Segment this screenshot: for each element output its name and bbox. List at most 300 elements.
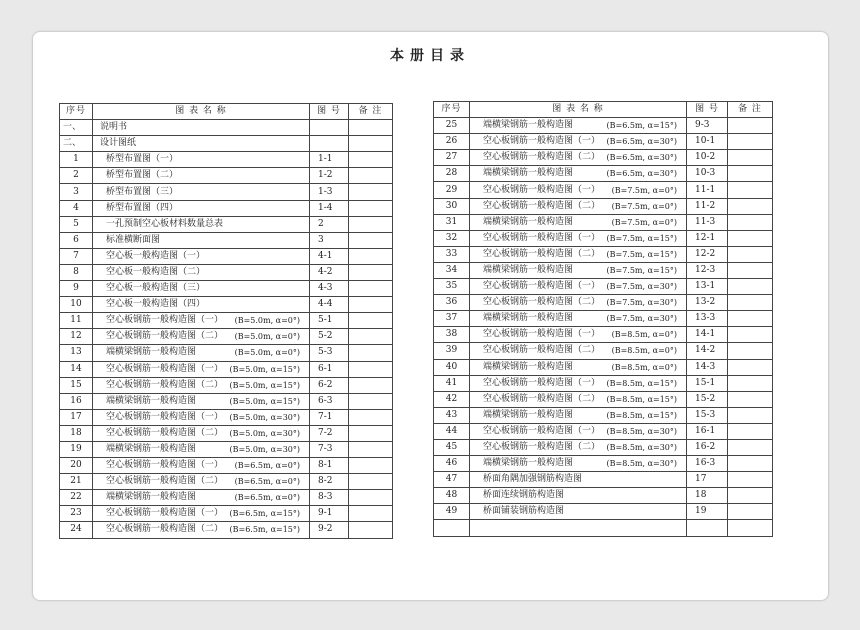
drawing-parameters: (B=8.5m, α=30°) — [606, 459, 677, 469]
row-name-cell — [470, 439, 687, 455]
drawing-parameters — [677, 472, 683, 487]
remark-cell — [728, 134, 773, 150]
drawing-number: 7-1 — [310, 409, 349, 425]
drawing-parameters: (B=6.5m, α=0°) — [234, 461, 300, 471]
drawing-title: 说明书 — [100, 122, 128, 133]
drawing-title: 空心板钢筋一般构造图（二） — [483, 248, 601, 259]
row-name-cell — [93, 458, 310, 474]
drawing-title: 桥型布置图（一） — [106, 154, 179, 165]
table-header-row — [434, 102, 773, 118]
remark-cell — [349, 425, 393, 441]
table-row — [60, 441, 393, 457]
table-row — [434, 230, 773, 246]
drawing-number: 9-2 — [310, 522, 349, 538]
row-name-cell — [93, 522, 310, 538]
drawing-number: 14-3 — [687, 359, 728, 375]
drawing-parameters: (B=7.5m, α=30°) — [606, 314, 677, 324]
table-row — [60, 425, 393, 441]
row-number: 40 — [434, 359, 470, 375]
drawing-title: 空心板钢筋一般构造图（二） — [483, 345, 601, 356]
remark-cell — [349, 297, 393, 313]
drawing-parameters — [300, 168, 306, 183]
remark-cell — [349, 152, 393, 168]
row-name-cell — [93, 474, 310, 490]
table-row — [60, 168, 393, 184]
drawing-title: 空心板钢筋一般构造图（一） — [483, 136, 601, 147]
toc-right-body — [434, 118, 773, 536]
drawing-number — [310, 120, 349, 136]
drawing-number: 11-3 — [687, 214, 728, 230]
row-number: 34 — [434, 262, 470, 278]
drawing-title: 端横梁钢筋一般构造图 — [483, 168, 574, 179]
row-number: 41 — [434, 375, 470, 391]
drawing-parameters — [300, 249, 306, 264]
remark-cell — [728, 423, 773, 439]
drawing-parameters: (B=5.0m, α=15°) — [229, 396, 300, 406]
row-number: 49 — [434, 504, 470, 520]
drawing-title: 端横梁钢筋一般构造图 — [483, 361, 574, 372]
table-row — [434, 198, 773, 214]
row-name-cell — [470, 311, 687, 327]
drawing-parameters: (B=5.0m, α=0°) — [234, 332, 300, 342]
row-number: 48 — [434, 488, 470, 504]
drawing-parameters — [300, 281, 306, 296]
row-number: 36 — [434, 295, 470, 311]
drawing-title: 空心板钢筋一般构造图（二） — [106, 331, 224, 342]
drawing-number: 5-3 — [310, 345, 349, 361]
remark-cell — [728, 262, 773, 278]
remark-cell — [349, 506, 393, 522]
row-number: 46 — [434, 456, 470, 472]
remark-cell — [728, 166, 773, 182]
drawing-number: 13-1 — [687, 279, 728, 295]
remark-cell — [349, 184, 393, 200]
row-number: 39 — [434, 343, 470, 359]
drawing-parameters: (B=6.5m, α=0°) — [234, 477, 300, 487]
page-title: 本册目录 — [390, 48, 470, 64]
drawing-number: 6-3 — [310, 393, 349, 409]
drawing-title: 端横梁钢筋一般构造图 — [483, 120, 574, 131]
drawing-title: 空心板钢筋一般构造图（二） — [106, 379, 224, 390]
row-name-cell — [93, 248, 310, 264]
row-number: 5 — [60, 216, 93, 232]
remark-cell — [728, 456, 773, 472]
remark-cell — [728, 118, 773, 134]
remark-cell — [349, 409, 393, 425]
remark-cell — [349, 393, 393, 409]
drawing-title: 空心板钢筋一般构造图（一） — [483, 329, 601, 340]
row-name-cell — [470, 214, 687, 230]
drawing-title: 空心板钢筋一般构造图（二） — [483, 393, 601, 404]
drawing-number: 11-1 — [687, 182, 728, 198]
row-number: 1 — [60, 152, 93, 168]
drawing-number: 11-2 — [687, 198, 728, 214]
drawing-number: 6-2 — [310, 377, 349, 393]
row-number: 17 — [60, 409, 93, 425]
drawing-parameters: (B=8.5m, α=0°) — [611, 330, 677, 340]
drawing-number: 14-2 — [687, 343, 728, 359]
table-row — [434, 423, 773, 439]
table-row — [434, 504, 773, 520]
drawing-number: 10-2 — [687, 150, 728, 166]
drawing-number: 6-1 — [310, 361, 349, 377]
row-name-cell — [470, 407, 687, 423]
drawing-title: 端横梁钢筋一般构造图 — [106, 444, 197, 455]
row-name-cell — [93, 120, 310, 136]
drawing-number: 15-2 — [687, 391, 728, 407]
drawing-parameters: (B=5.0m, α=15°) — [229, 380, 300, 390]
row-number: 19 — [60, 441, 93, 457]
drawing-number: 1-3 — [310, 184, 349, 200]
drawing-parameters: (B=7.5m, α=15°) — [606, 233, 677, 243]
table-row — [60, 120, 393, 136]
table-row — [60, 216, 393, 232]
drawing-title: 空心板钢筋一般构造图（二） — [106, 524, 224, 535]
table-row — [434, 343, 773, 359]
remark-cell — [349, 120, 393, 136]
drawing-title: 空心板钢筋一般构造图（一） — [106, 411, 224, 422]
drawing-number: 13-3 — [687, 311, 728, 327]
drawing-number: 3 — [310, 232, 349, 248]
toc-table-left — [59, 103, 393, 539]
row-number: 4 — [60, 200, 93, 216]
row-number: 35 — [434, 279, 470, 295]
empty-cell — [687, 520, 728, 536]
remark-cell — [728, 198, 773, 214]
row-name-cell — [93, 409, 310, 425]
drawing-parameters — [677, 488, 683, 503]
remark-cell — [349, 522, 393, 538]
table-row — [434, 279, 773, 295]
row-name-cell — [470, 182, 687, 198]
row-name-cell — [93, 200, 310, 216]
table-row — [60, 409, 393, 425]
empty-row — [434, 520, 773, 536]
drawing-number: 17 — [687, 472, 728, 488]
remark-cell — [728, 311, 773, 327]
table-row — [60, 345, 393, 361]
row-number: 6 — [60, 232, 93, 248]
drawing-title: 空心板钢筋一般构造图（一） — [106, 363, 224, 374]
row-name-cell — [470, 456, 687, 472]
table-row — [434, 182, 773, 198]
table-row — [434, 488, 773, 504]
remark-cell — [349, 377, 393, 393]
drawing-number: 8-1 — [310, 458, 349, 474]
row-name-cell — [93, 393, 310, 409]
row-number: 27 — [434, 150, 470, 166]
remark-cell — [349, 281, 393, 297]
row-number: 21 — [60, 474, 93, 490]
drawing-parameters: (B=6.5m, α=15°) — [229, 509, 300, 519]
drawing-parameters: (B=5.0m, α=30°) — [229, 428, 300, 438]
drawing-parameters: (B=8.5m, α=15°) — [606, 410, 677, 420]
table-row — [434, 456, 773, 472]
drawing-title: 空心板钢筋一般构造图（二） — [483, 442, 601, 453]
row-number: 16 — [60, 393, 93, 409]
table-row — [434, 295, 773, 311]
row-name-cell — [93, 313, 310, 329]
drawing-number: 9-3 — [687, 118, 728, 134]
table-header-row — [60, 104, 393, 120]
remark-cell — [728, 504, 773, 520]
remark-cell — [349, 136, 393, 152]
remark-cell — [728, 472, 773, 488]
row-name-cell — [470, 246, 687, 262]
drawing-title: 空心板钢筋一般构造图（一） — [106, 315, 224, 326]
drawing-parameters: (B=8.5m, α=30°) — [606, 443, 677, 453]
table-row — [60, 136, 393, 152]
row-number: 45 — [434, 439, 470, 455]
drawing-number: 1-1 — [310, 152, 349, 168]
remark-cell — [728, 246, 773, 262]
drawing-parameters: (B=6.5m, α=15°) — [606, 121, 677, 131]
table-row — [60, 458, 393, 474]
drawing-number: 13-2 — [687, 295, 728, 311]
row-name-cell — [470, 423, 687, 439]
drawing-number: 4-4 — [310, 297, 349, 313]
row-name-cell — [93, 490, 310, 506]
drawing-title: 空心板一般构造图（四） — [106, 299, 206, 310]
remark-cell — [728, 230, 773, 246]
row-number: 9 — [60, 281, 93, 297]
remark-cell — [349, 345, 393, 361]
remark-cell — [728, 391, 773, 407]
drawing-number: 14-1 — [687, 327, 728, 343]
drawing-parameters: (B=7.5m, α=15°) — [606, 265, 677, 275]
drawing-parameters: (B=5.0m, α=0°) — [234, 348, 300, 358]
table-row — [434, 391, 773, 407]
row-number: 二、 — [60, 136, 93, 152]
drawing-title: 空心板钢筋一般构造图（一） — [483, 184, 601, 195]
drawing-parameters: (B=5.0m, α=0°) — [234, 316, 300, 326]
row-number: 12 — [60, 329, 93, 345]
remark-cell — [349, 313, 393, 329]
drawing-parameters: (B=8.5m, α=0°) — [611, 346, 677, 356]
remark-cell — [728, 214, 773, 230]
remark-cell — [728, 407, 773, 423]
drawing-parameters — [300, 152, 306, 167]
row-name-cell — [470, 472, 687, 488]
table-row — [60, 200, 393, 216]
remark-cell — [728, 182, 773, 198]
drawing-number: 7-3 — [310, 441, 349, 457]
row-number: 29 — [434, 182, 470, 198]
drawing-number: 10-3 — [687, 166, 728, 182]
table-row — [434, 311, 773, 327]
row-number: 13 — [60, 345, 93, 361]
drawing-number: 5-1 — [310, 313, 349, 329]
drawing-number — [310, 136, 349, 152]
drawing-title: 端横梁钢筋一般构造图 — [483, 458, 574, 469]
row-name-cell — [93, 216, 310, 232]
empty-cell — [470, 520, 687, 536]
table-row — [434, 439, 773, 455]
drawing-title: 端横梁钢筋一般构造图 — [106, 395, 197, 406]
drawing-parameters: (B=7.5m, α=30°) — [606, 282, 677, 292]
row-number: 11 — [60, 313, 93, 329]
row-number: 28 — [434, 166, 470, 182]
remark-cell — [349, 329, 393, 345]
drawing-parameters: (B=8.5m, α=15°) — [606, 394, 677, 404]
row-number: 3 — [60, 184, 93, 200]
drawing-title: 端横梁钢筋一般构造图 — [483, 216, 574, 227]
drawing-number: 18 — [687, 488, 728, 504]
remark-cell — [349, 490, 393, 506]
drawing-title: 空心板钢筋一般构造图（一） — [483, 232, 601, 243]
drawing-number: 4-1 — [310, 248, 349, 264]
row-number: 43 — [434, 407, 470, 423]
drawing-parameters: (B=6.5m, α=30°) — [606, 137, 677, 147]
table-row — [60, 184, 393, 200]
drawing-title: 桥面连续钢筋构造图 — [483, 490, 565, 501]
drawing-parameters — [300, 185, 306, 200]
table-row — [60, 329, 393, 345]
row-name-cell — [470, 504, 687, 520]
table-row — [60, 361, 393, 377]
drawing-title: 空心板一般构造图（一） — [106, 250, 206, 261]
table-row — [60, 152, 393, 168]
table-row — [434, 118, 773, 134]
drawing-number: 2 — [310, 216, 349, 232]
drawing-parameters: (B=7.5m, α=15°) — [606, 249, 677, 259]
drawing-number: 15-1 — [687, 375, 728, 391]
table-row — [434, 262, 773, 278]
drawing-parameters: (B=5.0m, α=15°) — [229, 364, 300, 374]
row-number: 30 — [434, 198, 470, 214]
row-name-cell — [470, 118, 687, 134]
table-row — [60, 248, 393, 264]
row-name-cell — [93, 297, 310, 313]
row-number: 一、 — [60, 120, 93, 136]
row-name-cell — [470, 343, 687, 359]
drawing-parameters: (B=8.5m, α=15°) — [606, 378, 677, 388]
table-row — [434, 246, 773, 262]
drawing-parameters: (B=6.5m, α=15°) — [229, 525, 300, 535]
drawing-title: 空心板钢筋一般构造图（二） — [106, 476, 224, 487]
drawing-parameters: (B=8.5m, α=30°) — [606, 426, 677, 436]
drawing-number: 1-2 — [310, 168, 349, 184]
drawing-title: 空心板钢筋一般构造图（一） — [483, 425, 601, 436]
drawing-parameters: (B=7.5m, α=0°) — [611, 201, 677, 211]
table-row — [60, 393, 393, 409]
drawing-parameters: (B=5.0m, α=30°) — [229, 412, 300, 422]
row-number: 18 — [60, 425, 93, 441]
remark-cell — [349, 441, 393, 457]
row-number: 15 — [60, 377, 93, 393]
drawing-number: 10-1 — [687, 134, 728, 150]
row-name-cell — [93, 281, 310, 297]
drawing-title: 桥面角隅加强钢筋构造图 — [483, 474, 583, 485]
drawing-number: 8-3 — [310, 490, 349, 506]
table-row — [60, 313, 393, 329]
remark-cell — [728, 343, 773, 359]
remark-cell — [349, 361, 393, 377]
table-row — [60, 490, 393, 506]
remark-cell — [728, 279, 773, 295]
drawing-number: 5-2 — [310, 329, 349, 345]
drawing-parameters: (B=6.5m, α=30°) — [606, 153, 677, 163]
row-number: 2 — [60, 168, 93, 184]
row-name-cell — [93, 506, 310, 522]
drawing-parameters: (B=6.5m, α=30°) — [606, 169, 677, 179]
row-number: 24 — [60, 522, 93, 538]
row-number: 32 — [434, 230, 470, 246]
row-number: 22 — [60, 490, 93, 506]
table-row — [60, 377, 393, 393]
row-name-cell — [93, 377, 310, 393]
drawing-title: 一孔预制空心板材料数量总表 — [106, 218, 224, 229]
row-name-cell — [470, 359, 687, 375]
drawing-parameters — [300, 120, 306, 135]
drawing-title: 空心板一般构造图（二） — [106, 266, 206, 277]
drawing-number: 4-2 — [310, 264, 349, 280]
remark-cell — [349, 264, 393, 280]
row-name-cell — [470, 279, 687, 295]
drawing-parameters: (B=8.5m, α=0°) — [611, 362, 677, 372]
drawing-number: 16-1 — [687, 423, 728, 439]
table-row — [434, 375, 773, 391]
drawing-number: 19 — [687, 504, 728, 520]
remark-cell — [728, 295, 773, 311]
row-number: 47 — [434, 472, 470, 488]
remark-cell — [349, 474, 393, 490]
remark-cell — [349, 200, 393, 216]
table-row — [60, 506, 393, 522]
drawing-title: 桥面铺装钢筋构造图 — [483, 506, 565, 517]
drawing-title: 空心板钢筋一般构造图（一） — [106, 460, 224, 471]
row-number: 38 — [434, 327, 470, 343]
row-number: 23 — [60, 506, 93, 522]
remark-cell — [728, 150, 773, 166]
remark-cell — [728, 488, 773, 504]
drawing-title: 桥型布置图（四） — [106, 202, 179, 213]
row-number: 7 — [60, 248, 93, 264]
drawing-parameters: (B=7.5m, α=0°) — [611, 217, 677, 227]
empty-cell — [728, 520, 773, 536]
remark-cell — [349, 216, 393, 232]
row-name-cell — [470, 166, 687, 182]
table-row — [60, 297, 393, 313]
row-number: 44 — [434, 423, 470, 439]
drawing-parameters — [300, 265, 306, 280]
row-name-cell — [93, 152, 310, 168]
table-row — [434, 214, 773, 230]
row-name-cell — [470, 488, 687, 504]
drawing-parameters — [300, 217, 306, 232]
drawing-title: 空心板钢筋一般构造图（一） — [483, 377, 601, 388]
row-name-cell — [470, 198, 687, 214]
toc-table-right — [433, 101, 773, 537]
row-number: 8 — [60, 264, 93, 280]
header-remark: 备 注 — [349, 104, 393, 120]
drawing-title: 空心板钢筋一般构造图（二） — [483, 200, 601, 211]
table-row — [60, 474, 393, 490]
table-row — [60, 522, 393, 538]
table-row — [434, 327, 773, 343]
drawing-title: 空心板钢筋一般构造图（一） — [483, 281, 601, 292]
drawing-number: 8-2 — [310, 474, 349, 490]
row-name-cell — [470, 295, 687, 311]
drawing-parameters — [677, 504, 683, 519]
row-name-cell — [93, 361, 310, 377]
remark-cell — [728, 439, 773, 455]
drawing-number: 15-3 — [687, 407, 728, 423]
drawing-parameters: (B=6.5m, α=0°) — [234, 493, 300, 503]
drawing-parameters — [300, 201, 306, 216]
drawing-title: 标准横断面图 — [106, 234, 161, 245]
row-name-cell — [93, 168, 310, 184]
